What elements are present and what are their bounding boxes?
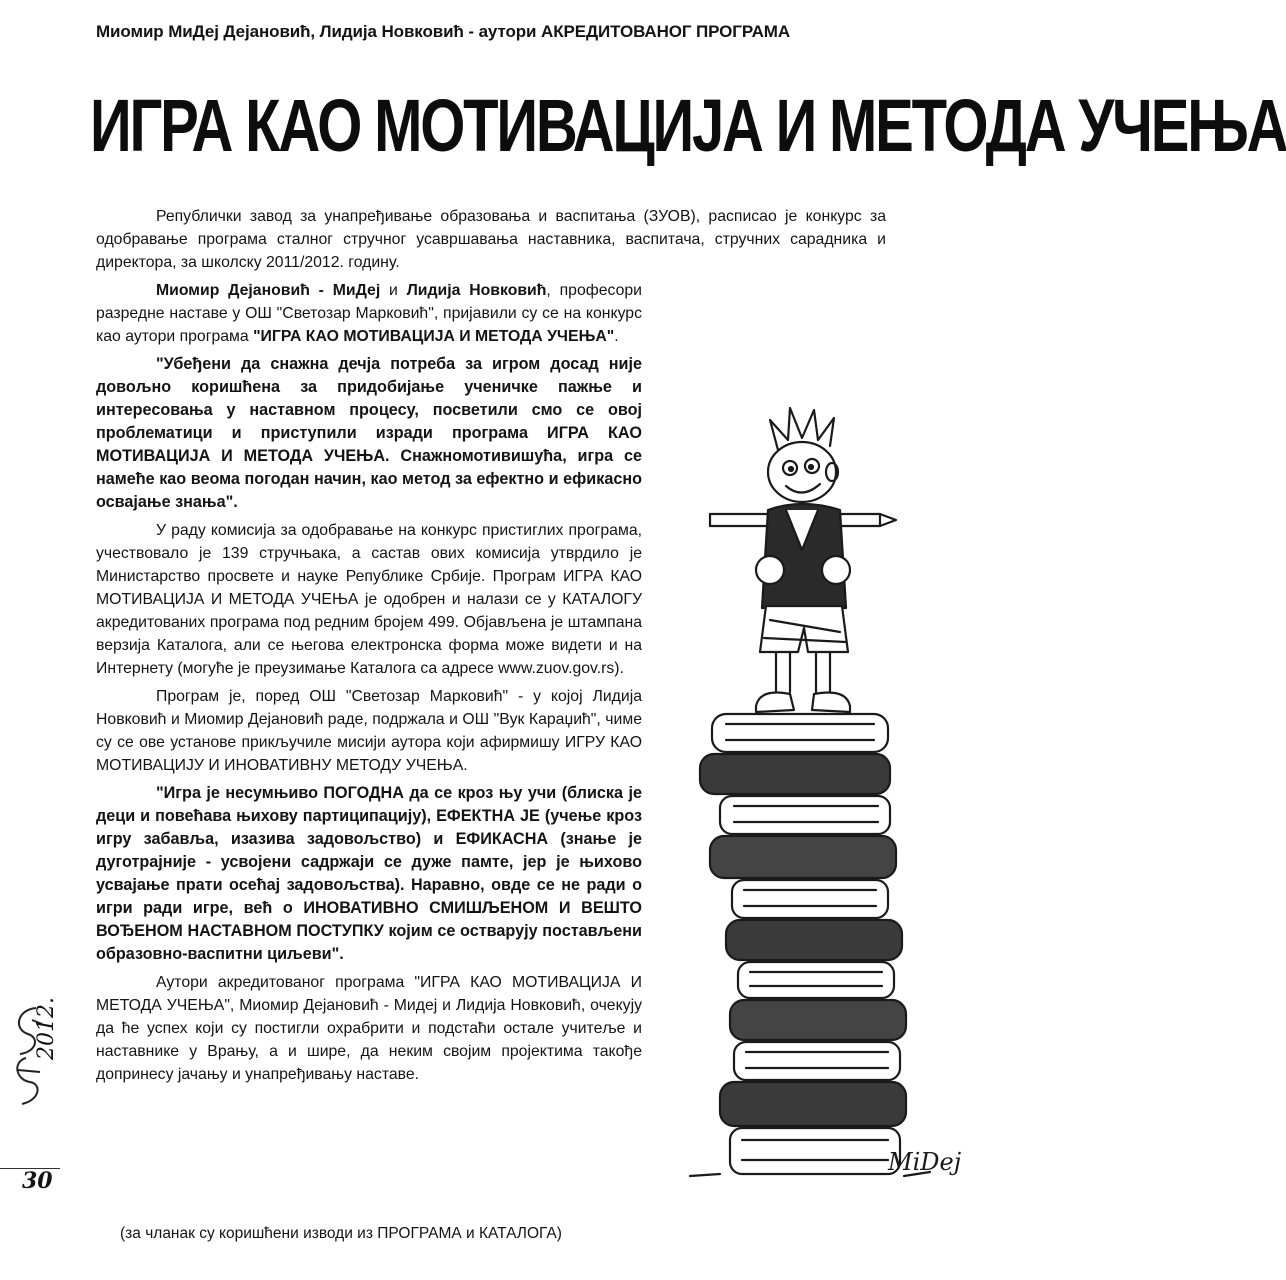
paragraph-quote-2: "Игра је несумњиво ПОГОДНА да се кроз њу учи (блиска је деци и повећава њихову партиципацију), ЕФЕКТНА ЈЕ (учење кроз игру забавља, изазива задовољство) и ЕФИКАСНА (знање је дуготрајније - усвојени садржаји се дуже памте, јер је њихово усвајање прати осећај задовољства). Наравно, овде се не ради о игри ради игре, већ о ИНОВАТИВНО СМИШЉЕНОМ И ВЕШТО ВОЂЕНОМ НАСТАВНОМ ПОСТУПКУ којим се остварују постављени образовно-васпитни циљеви". xyxy=(96,784,642,963)
author-name-2: Лидија Новковић xyxy=(406,282,547,299)
program-name: "ИГРА КАО МОТИВАЦИЈА И МЕТОДА УЧЕЊА" xyxy=(253,328,615,345)
authors-text: , професори разредне наставе у ОШ "Светозар Марковић", пријавили су се на конкурс као аутори програма xyxy=(96,282,643,345)
paragraph-closing: Аутори акредитованог програма "ИГРА КАО МОТИВАЦИЈА И МЕТОДА УЧЕЊА", Миомир Дејановић - Мидеј и Лидија Новковић, очекују да ће успех који су постигли охрабрити и подстаћи остале учитеље и наставнике у Врању, а и шире, да неким својим пројектима такође допринесу јачању и унапређивању наставе. xyxy=(96,974,642,1083)
edition-year: 2012. xyxy=(34,997,59,1060)
authors-header: Миомир МиДеј Дејановић, Лидија Новковић - аутори АКРЕДИТОВАНОГ ПРОГРАМА xyxy=(96,22,790,41)
article-title: ИГРА КАО МОТИВАЦИЈА И МЕТОДА УЧЕЊА xyxy=(90,84,1286,168)
boy-on-books-illustration xyxy=(690,380,962,1210)
authors-end: . xyxy=(614,328,619,345)
conjunction: и xyxy=(380,282,407,299)
paragraph-intro: Републички завод за унапређивање образовања и васпитања (ЗУОВ), расписао је конкурс за одобравање програма сталног стручног усавршавања наставника, васпитача, стручних сарадника и директора, за школску 2011/2012. годину. xyxy=(96,208,886,271)
page-number: 30 xyxy=(22,1168,53,1194)
paragraph-commission: У раду комисија за одобравање на конкурс пристиглих програма, учествовало је 139 стручњака, а састав ових комисија утврдило је Министарство просвете и науке Републике Србије. Програм ИГРА КАО МОТИВАЦИЈА И МЕТОДА УЧЕЊА је одобрен и налази се у КАТАЛОГУ акредитованих програма под редним бројем 499. Објављена је штампана верзија Каталога, али се његова електронска форма може видети и на Интернету (могуће је преузимање Каталога са адресе www.zuov.gov.rs). xyxy=(96,522,642,677)
illustration-signature: MiDej xyxy=(888,1148,962,1176)
paragraph-quote-1: "Убеђени да снажна дечја потреба за игром досад није довољно коришћена за придобијање ученичке пажње и интересовања у наставном процесу, посветили смо се овој проблематици и приступили изради програма ИГРА КАО МОТИВАЦИЈА И МЕТОДА УЧЕЊА. Снажномотивишућа, игра се намеће као веома погодан начин, као метод за ефектно и ефикасно освајање знања". xyxy=(96,355,642,511)
paragraph-support: Програм је, поред ОШ "Светозар Марковић" - у којој Лидија Новковић и Миомир Дејановић раде, подржала и ОШ "Вук Караџић", чиме су се ове установе прикључиле мисији аутора који афирмишу ИГРУ КАО МОТИВАЦИЈУ И ИНОВАТИВНУ МЕТОДУ УЧЕЊА. xyxy=(96,688,642,774)
author-name-1: Миомир Дејановић - МиДеј xyxy=(156,282,381,299)
paragraph-authors xyxy=(96,279,642,348)
source-note: (за чланак су коришћени изводи из ПРОГРАМА и КАТАЛОГА) xyxy=(120,1225,562,1242)
